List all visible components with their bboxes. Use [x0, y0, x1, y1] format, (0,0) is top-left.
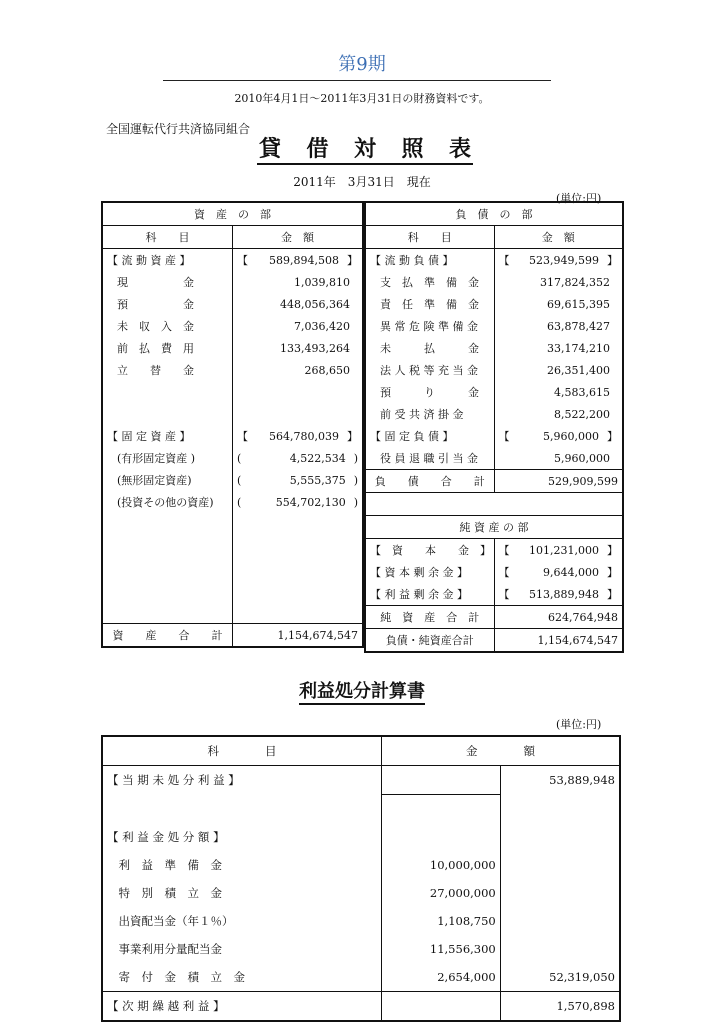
- amount-cell: [233, 535, 363, 557]
- asset-label: [103, 535, 233, 557]
- amount-right: [547, 298, 618, 311]
- amount-value: 8,522,200: [554, 407, 610, 421]
- pa-mid-value: [382, 823, 501, 851]
- amount-cell: [494, 315, 622, 337]
- amount-value: 554,702,130: [275, 495, 346, 509]
- pa-label: 特 別 積 立 金: [107, 886, 222, 900]
- bs-title-char: 貸: [259, 136, 282, 162]
- amount-value: 7,036,420: [294, 319, 350, 333]
- bs-title-char: 借: [306, 136, 329, 162]
- amount-right: [554, 452, 618, 465]
- asset-row: [103, 337, 362, 359]
- bracket-open: 【: [237, 430, 248, 443]
- amount-cell: [494, 561, 622, 583]
- bracket-open: 【: [498, 566, 510, 579]
- amount-value: 5,960,000: [554, 451, 610, 465]
- unit-label: (単位:円): [556, 718, 602, 731]
- amount-wrap: [499, 364, 619, 377]
- amount-value: 63,878,427: [547, 319, 610, 333]
- bracket-close: 】: [607, 544, 618, 557]
- asset-row: [103, 469, 362, 491]
- liability-label: 【 流 動 負 債 】: [370, 254, 454, 267]
- title-divider: [163, 80, 551, 81]
- amount-right: [529, 252, 618, 268]
- amount-right: [547, 320, 618, 333]
- amount-value: 69,615,395: [547, 297, 610, 311]
- asset-label: [103, 513, 233, 535]
- bracket-close: 】: [347, 430, 358, 443]
- asset-row: [103, 315, 362, 337]
- asset-row: [103, 249, 362, 272]
- amount-cell: [494, 337, 622, 359]
- grand-total-label: 負債・純資産合計: [366, 629, 494, 652]
- pa-mid-value: 1,108,750: [382, 907, 501, 935]
- amount-right: [547, 364, 618, 377]
- liabilities-col-amount: 金 額: [494, 226, 622, 249]
- bracket-close: 】: [607, 430, 618, 443]
- net-assets-total-value: 624,764,948: [494, 606, 622, 629]
- bracket-open: 【: [498, 430, 510, 443]
- bracket-open: 【: [237, 254, 248, 267]
- pa-mid-value: 11,556,300: [382, 935, 501, 963]
- amount-right: [290, 452, 358, 465]
- liability-row: [366, 293, 622, 315]
- amount-value: 9,644,000: [543, 566, 599, 579]
- amount-cell: [233, 249, 363, 272]
- amount-right: [540, 276, 618, 289]
- bracket-open: 【: [498, 544, 510, 557]
- asset-row: [103, 491, 362, 513]
- amount-wrap: [499, 298, 619, 311]
- amount-right: [290, 474, 358, 487]
- liability-row: [366, 337, 622, 359]
- bracket-close: 】: [347, 254, 358, 267]
- amount-right: [294, 320, 358, 333]
- liability-row: [366, 425, 622, 447]
- amount-cell: [494, 359, 622, 381]
- asset-row: [103, 359, 362, 381]
- amount-value: 268,650: [304, 363, 350, 377]
- asset-row: [103, 579, 362, 601]
- asset-row: [103, 381, 362, 403]
- bracket-open: (: [237, 451, 242, 465]
- pa-label: 出資配当金（年１％）: [107, 914, 234, 928]
- pa-right-value: 1,570,898: [500, 992, 619, 1021]
- bracket-open: 【: [498, 254, 510, 267]
- amount-right: [269, 252, 358, 268]
- amount-cell: [494, 583, 622, 606]
- pa-mid-value: 27,000,000: [382, 879, 501, 907]
- amount-cell: [494, 447, 622, 470]
- liability-label: 法 人 税 等 充 当 金: [380, 364, 478, 377]
- amount-value: 317,824,352: [540, 275, 610, 289]
- bracket-open: 【: [498, 588, 510, 601]
- asset-label: [103, 601, 233, 624]
- amount-cell: [233, 601, 363, 624]
- pa-row: [103, 795, 619, 824]
- amount-cell: [494, 271, 622, 293]
- asset-row: [103, 425, 362, 447]
- amount-wrap: [237, 474, 358, 487]
- amount-value: 448,056,364: [280, 297, 350, 311]
- amount-value: 513,889,948: [529, 588, 599, 601]
- asset-row: [103, 447, 362, 469]
- amount-value: 101,231,000: [529, 544, 599, 557]
- liability-label: 役 員 退 職 引 当 金: [380, 452, 478, 465]
- amount-cell: [494, 425, 622, 447]
- net-asset-row: [366, 539, 622, 562]
- pa-label: 寄 付 金 積 立 金: [107, 970, 245, 984]
- amount-cell: [233, 557, 363, 579]
- asset-label: 現 金: [117, 276, 194, 289]
- pa-row: [103, 907, 619, 935]
- amount-cell: [233, 491, 363, 513]
- bracket-open: (: [237, 495, 242, 509]
- amount-wrap: [237, 452, 358, 465]
- net-asset-row: [366, 561, 622, 583]
- net-asset-label: 【 利 益 剰 余 金 】: [370, 588, 468, 601]
- pa-mid-value: [382, 766, 501, 795]
- amount-cell: [233, 403, 363, 425]
- amount-wrap: [499, 428, 619, 444]
- pa-col-item: 科 目: [103, 737, 382, 766]
- liability-label: 【 固 定 負 債 】: [370, 430, 454, 443]
- bracket-open: (: [237, 473, 242, 487]
- amount-right: [305, 364, 359, 377]
- asset-label: 【 流 動 資 産 】: [107, 254, 191, 267]
- spacer-cell: [366, 493, 622, 516]
- period-title: 第9期: [338, 54, 386, 75]
- net-asset-row: [366, 583, 622, 606]
- organization-name: 全国運転代行共済協同組合: [106, 122, 251, 136]
- amount-value: 5,555,375: [289, 473, 346, 487]
- amount-cell: [494, 539, 622, 562]
- pa-right-value: 53,889,948: [500, 766, 619, 795]
- liability-row: [366, 359, 622, 381]
- profit-appropriation-title: 利益処分計算書: [0, 677, 724, 703]
- amount-wrap: [499, 542, 619, 558]
- assets-total-row: [103, 624, 362, 647]
- net-assets-header-row: [366, 516, 622, 539]
- amount-cell: [233, 381, 363, 403]
- liabilities-section-header: 負 債 の 部: [366, 203, 622, 226]
- bs-title-char: 対: [353, 136, 376, 162]
- liabilities-total-label: 負 債 合 計: [366, 470, 494, 493]
- liability-label: 支 払 準 備 金: [380, 276, 479, 289]
- pa-right-value: [500, 907, 619, 935]
- asset-label: 預 金: [117, 298, 194, 311]
- amount-value: 26,351,400: [547, 363, 610, 377]
- bs-title-char: 照: [401, 136, 424, 162]
- pa-label: 利 益 準 備 金: [107, 858, 222, 872]
- amount-cell: [494, 249, 622, 272]
- amount-value: 4,522,534: [289, 451, 346, 465]
- asset-row: [103, 293, 362, 315]
- amount-value: 33,174,210: [547, 341, 610, 355]
- amount-right: [280, 342, 358, 355]
- bs-title-char: 表: [448, 136, 471, 162]
- asset-row: [103, 513, 362, 535]
- assets-panel: [101, 201, 364, 648]
- liability-row: [366, 381, 622, 403]
- amount-wrap: [499, 586, 619, 602]
- amount-cell: [233, 293, 363, 315]
- amount-right: [280, 298, 358, 311]
- pa-row: [103, 766, 619, 795]
- pa-row: [103, 992, 619, 1021]
- pa-mid-value: 10,000,000: [382, 851, 501, 879]
- pa-mid-value: [382, 795, 501, 824]
- asset-row: [103, 601, 362, 624]
- liabilities-total-row: [366, 470, 622, 493]
- amount-wrap: [237, 276, 358, 289]
- liability-label: 前 受 共 済 掛 金: [380, 408, 464, 421]
- asset-row: [103, 557, 362, 579]
- amount-value: 4,583,615: [554, 385, 610, 399]
- pa-right-value: 52,319,050: [500, 963, 619, 992]
- amount-value: 5,960,000: [543, 430, 599, 443]
- amount-cell: [233, 447, 363, 469]
- amount-right: [543, 428, 618, 444]
- amount-wrap: [499, 408, 619, 421]
- liability-row: [366, 271, 622, 293]
- pa-right-value: [500, 935, 619, 963]
- amount-right: [269, 428, 358, 444]
- net-asset-label: 【 資 本 金 】: [370, 544, 491, 557]
- liability-row: [366, 315, 622, 337]
- asset-row: [103, 271, 362, 293]
- asset-label: (無形固定資産): [117, 474, 192, 487]
- liability-label: 未 払 金: [380, 342, 479, 355]
- net-assets-section-header: 純 資 産 の 部: [366, 516, 622, 539]
- liability-label: 異 常 危 険 準 備 金: [380, 320, 478, 333]
- liability-label: 責 任 準 備 金: [380, 298, 479, 311]
- asset-label: 【 固 定 資 産 】: [107, 430, 191, 443]
- amount-right: [554, 408, 618, 421]
- amount-value: 523,949,599: [529, 254, 599, 267]
- assets-col-amount: 金 額: [233, 226, 363, 249]
- bracket-close: 】: [607, 254, 618, 267]
- amount-right: [276, 496, 358, 509]
- amount-cell: [494, 293, 622, 315]
- amount-right: [529, 586, 618, 602]
- bracket-close: 】: [607, 588, 618, 601]
- asset-label: (投資その他の資産): [117, 496, 214, 509]
- amount-cell: [233, 359, 363, 381]
- amount-right: [547, 342, 618, 355]
- amount-cell: [233, 469, 363, 491]
- asset-label: 未 収 入 金: [117, 320, 194, 333]
- amount-wrap: [237, 320, 358, 333]
- amount-wrap: [499, 276, 619, 289]
- pa-right-value: [500, 795, 619, 824]
- liabilities-total-value: 529,909,599: [494, 470, 622, 493]
- pa-col-amount: 金 額: [382, 737, 620, 766]
- amount-value: 564,780,039: [269, 430, 339, 443]
- asset-label: [103, 579, 233, 601]
- balance-sheet-title: [257, 136, 473, 165]
- grand-total-value: 1,154,674,547: [494, 629, 622, 652]
- pa-mid-value: [382, 992, 501, 1021]
- profit-appropriation-table: [103, 737, 619, 1020]
- pa-label: 【 次 期 繰 越 利 益 】: [103, 992, 382, 1021]
- net-assets-total-row: [366, 606, 622, 629]
- liability-row: [366, 447, 622, 470]
- amount-cell: [233, 579, 363, 601]
- amount-cell: [233, 315, 363, 337]
- amount-cell: [233, 425, 363, 447]
- amount-cell: [233, 337, 363, 359]
- net-assets-total-label: 純 資 産 合 計: [366, 606, 494, 629]
- asset-label: 立 替 金: [117, 364, 194, 377]
- amount-wrap: [499, 252, 619, 268]
- amount-wrap: [499, 452, 619, 465]
- bracket-close: 】: [607, 566, 618, 579]
- liabilities-table: [366, 203, 622, 651]
- assets-total-label: 資 産 合 計: [103, 624, 233, 647]
- amount-cell: [233, 513, 363, 535]
- amount-value: 589,894,508: [269, 254, 339, 267]
- assets-total-value: 1,154,674,547: [233, 624, 363, 647]
- asset-label: [103, 557, 233, 579]
- assets-col-item: 科 目: [103, 226, 233, 249]
- net-asset-label: 【 資 本 剰 余 金 】: [370, 566, 468, 579]
- liabilities-panel: [364, 201, 624, 653]
- pa-right-value: [500, 879, 619, 907]
- bracket-close: ): [353, 451, 358, 465]
- amount-wrap: [237, 252, 358, 268]
- amount-cell: [494, 403, 622, 425]
- pa-row: [103, 963, 619, 992]
- asset-label: 前 払 費 用: [117, 342, 194, 355]
- liability-label: 預 り 金: [380, 386, 479, 399]
- amount-right: [529, 542, 618, 558]
- pa-label: 【 利 益 金 処 分 額 】: [107, 830, 225, 844]
- pa-mid-value: 2,654,000: [382, 963, 501, 992]
- amount-wrap: [237, 298, 358, 311]
- pa-label: 事業利用分量配当金: [107, 942, 222, 956]
- amount-wrap: [237, 364, 358, 377]
- pa-label: 【 当 期 未 処 分 利 益 】: [107, 773, 240, 788]
- amount-wrap: [499, 342, 619, 355]
- bracket-close: ): [353, 495, 358, 509]
- pa-label: [103, 795, 382, 824]
- amount-right: [294, 276, 358, 289]
- grand-total-row: [366, 629, 622, 652]
- amount-wrap: [237, 496, 358, 509]
- liability-row: [366, 249, 622, 272]
- amount-cell: [494, 381, 622, 403]
- as-of-date: 2011年 3月31日 現在: [293, 175, 431, 189]
- profit-appropriation-panel: [101, 735, 621, 1022]
- assets-section-header: 資 産 の 部: [103, 203, 362, 226]
- amount-wrap: [237, 428, 358, 444]
- amount-value: 133,493,264: [280, 341, 350, 355]
- bracket-close: ): [353, 473, 358, 487]
- asset-label: [103, 381, 233, 403]
- liability-row: [366, 403, 622, 425]
- asset-label: (有形固定資産 ): [117, 452, 196, 465]
- amount-wrap: [499, 386, 619, 399]
- asset-label: [103, 403, 233, 425]
- pa-row: [103, 823, 619, 851]
- pa-row: [103, 851, 619, 879]
- date-range: 2010年4月1日～2011年3月31日の財務資料です。: [234, 92, 490, 105]
- amount-right: [554, 386, 618, 399]
- assets-table: [103, 203, 362, 646]
- liabilities-col-item: 科 目: [366, 226, 494, 249]
- amount-cell: [233, 271, 363, 293]
- spacer-row: [366, 493, 622, 516]
- asset-row: [103, 403, 362, 425]
- pa-right-value: [500, 851, 619, 879]
- amount-wrap: [499, 320, 619, 333]
- amount-value: 1,039,810: [294, 275, 350, 289]
- asset-row: [103, 535, 362, 557]
- amount-wrap: [237, 342, 358, 355]
- amount-wrap: [499, 564, 619, 580]
- amount-right: [543, 564, 618, 580]
- unit-label: (単位:円): [556, 192, 602, 205]
- pa-row: [103, 935, 619, 963]
- pa-row: [103, 879, 619, 907]
- pa-right-value: [500, 823, 619, 851]
